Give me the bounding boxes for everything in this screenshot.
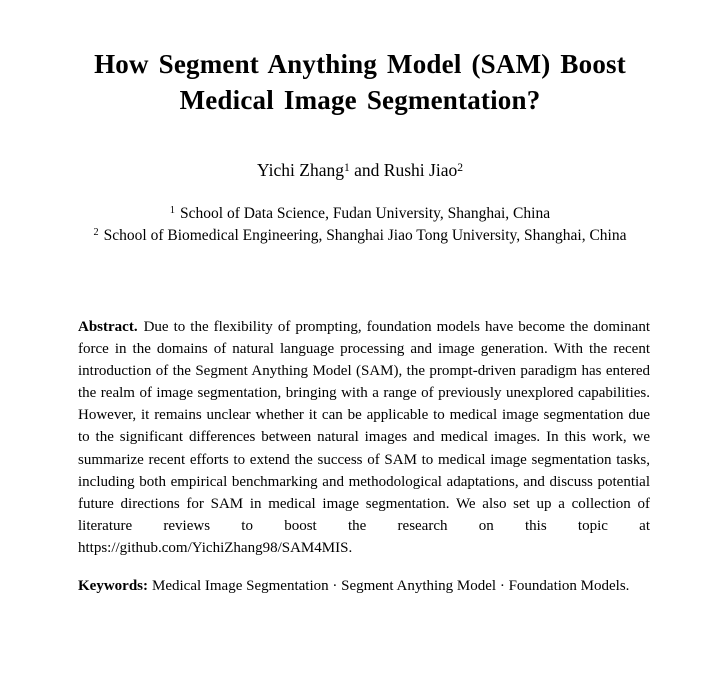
abstract-paragraph (78, 316, 650, 559)
github-repository-url[interactable]: https://github.com/YichiZhang98/SAM4MIS (78, 539, 349, 556)
paper-title-line2: Medical Image Segmentation? (179, 85, 541, 115)
affiliation-2-text: School of Biomedical Engineering, Shanghai Jiao Tong University, Shanghai, China (103, 227, 627, 244)
paper-title-line1: How Segment Anything Model (SAM) Boost (94, 49, 626, 79)
author-separator: and (349, 160, 384, 180)
abstract-label: Abstract. (78, 319, 138, 335)
affiliation-1-mark: 1 (169, 205, 176, 217)
affiliation-1 (0, 203, 720, 225)
author-2-affiliation-mark: 2 (457, 161, 463, 174)
keywords-label: Keywords: (78, 578, 148, 595)
affiliations-block (0, 203, 720, 247)
affiliation-2-mark: 2 (93, 227, 99, 239)
keywords-paragraph (78, 575, 650, 597)
author-2-name: Rushi Jiao (383, 160, 458, 180)
paper-title (0, 0, 720, 118)
author-1-affiliation-mark: 1 (343, 161, 350, 174)
keywords-text: Medical Image Segmentation · Segment Anything Model · Foundation Models. (152, 578, 630, 595)
affiliation-2 (0, 225, 720, 247)
affiliation-1-text: School of Data Science, Fudan University, Shanghai, China (180, 205, 551, 222)
abstract-text: Due to the flexibility of prompting, foundation models have become the dominant force in the domains of natural language processing and image generation. With the recent introduction of the Segment Anything Model (SAM), the prompt-driven paradigm has entered the realm of image segmentation, bringing with a range of previously unexplored capabilities. However, it remains unclear whether it can be applicable to medical image segmentation due to the significant differences between natural images and medical images. In this work, we summarize recent efforts to extend the success of SAM to medical image segmentation tasks, including both empirical benchmarking and methodological adaptations, and discuss potential future directions for SAM in medical image segmentation. We also set up a collection of literature reviews to boost the research on this topic at (78, 319, 650, 534)
abstract-text-end: . (348, 539, 353, 556)
author-line (0, 158, 720, 182)
author-1-name: Yichi Zhang (256, 160, 344, 180)
